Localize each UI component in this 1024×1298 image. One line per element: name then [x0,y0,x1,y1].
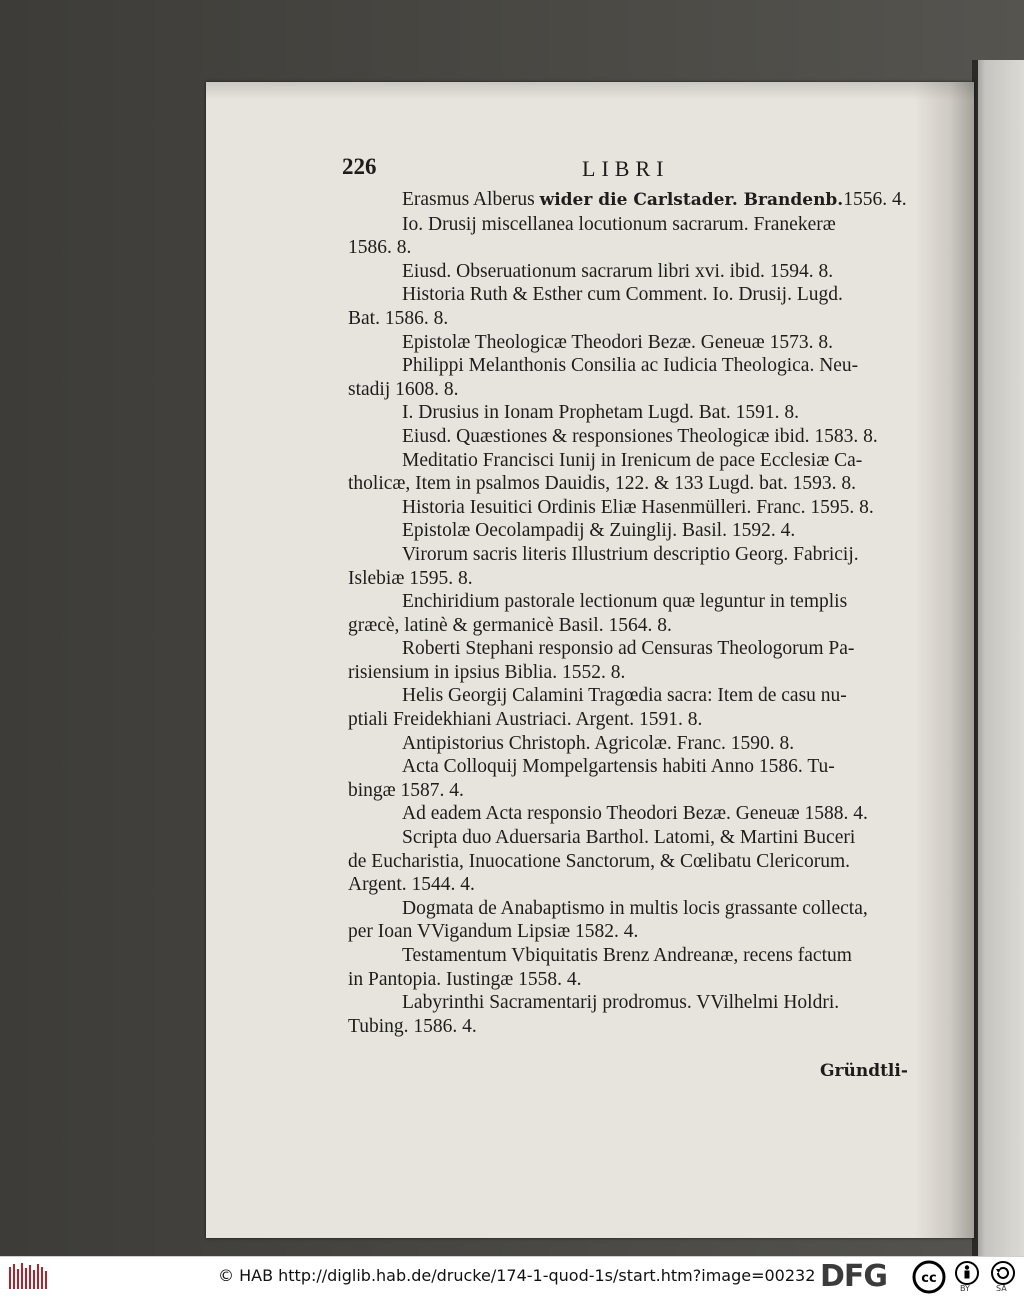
list-item [348,331,908,355]
entry-line: Roberti Stephani responsio ad Censuras Theologorum Pa- [402,638,855,660]
page-number: 226 [342,154,377,179]
list-item [348,449,908,496]
entry-line: per Ioan VVigandum Lipsiæ 1582. 4. [348,921,639,943]
entry-line: risiensium in ipsius Biblia. 1552. 8. [348,661,626,683]
entry-line: Scripta duo Aduersaria Barthol. Latomi, & Martini Buceri [402,827,856,849]
list-item [348,637,908,684]
bibliography-list [348,188,908,1038]
list-item [348,283,908,330]
list-item [348,944,908,991]
entry-line: Antipistorius Christoph. Agricolæ. Franc. 1590. 8. [402,732,795,754]
entry-line: 1586. 8. [348,237,412,259]
svg-text:cc: cc [921,1271,937,1286]
entry-line: Historia Iesuitici Ordinis Eliæ Hasenmülleri. Franc. 1595. 8. [402,496,874,518]
entry-line: Philippi Melanthonis Consilia ac Iudicia Theologica. Neu- [402,355,859,377]
list-item [348,354,908,401]
entry-line: tholicæ, Item in psalmos Dauidis, 122. & 133 Lugd. bat. 1593. 8. [348,473,857,495]
entry-line: Testamentum Vbiquitatis Brenz Andreanæ, recens factum [402,945,852,966]
entry-line: Virorum sacris literis Illustrium descriptio Georg. Fabricij. [402,543,859,565]
entry-line: de Eucharistia, Inuocatione Sanctorum, & Cœlibatu Clericorum. [348,850,850,872]
entry-line: Ad eadem Acta responsio Theodori Bezæ. Geneuæ 1588. 4. [402,803,868,825]
entry-line: Io. Drusij miscellanea locutionum sacrarum. Franekeræ [402,213,836,235]
list-item [348,519,908,543]
running-head: LIBRI [582,156,670,181]
page-header [342,154,902,184]
entry-line: I. Drusius in Ionam Prophetam Lugd. Bat. 1591. 8. [402,402,799,424]
entry-line: Islebiæ 1595. 8. [348,567,473,589]
entry-line: Tubing. 1586. 4. [348,1015,477,1037]
entry-line: Bat. 1586. 8. [348,307,449,329]
list-item [348,590,908,637]
catchword: Gründtli- [820,1061,908,1081]
list-item [348,543,908,590]
entry-line: Meditatio Francisci Iunij in Irenicum de pace Ecclesiæ Ca- [402,449,863,471]
list-item [348,991,908,1038]
list-item [348,802,908,826]
entry-line: bingæ 1587. 4. [348,779,464,801]
entry-line: Epistolæ Theologicæ Theodori Bezæ. Geneuæ 1573. 8. [402,331,833,353]
entry-line: Dogmata de Anabaptismo in multis locis grassante collecta, [402,897,868,919]
list-item [348,260,908,284]
entry-line: Acta Colloquij Mompelgartensis habiti Anno 1586. Tu- [402,756,835,778]
facing-page-edge [972,60,1024,1256]
entry-line: Epistolæ Oecolampadij & Zuinglij. Basil. 1592. 4. [402,520,796,542]
entry-line: stadij 1608. 8. [348,378,459,400]
entry-line: Enchiridium pastorale lectionum quæ leguntur in templis [402,591,848,613]
citation-link[interactable]: © HAB http://diglib.hab.de/drucke/174-1-quod-1s/start.htm?image=00232 [218,1266,816,1285]
license-label-sa: SA [996,1284,1007,1293]
list-item [348,826,908,897]
dfg-logo: DFG [820,1259,888,1294]
list-item [348,188,908,213]
entry-line: græcè, latinè & germanicè Basil. 1564. 8. [348,614,672,636]
viewer-footer [0,1256,1024,1298]
entry-line: Labyrinthi Sacramentarij prodromus. VVilhelmi Holdri. [402,992,840,1014]
list-item [348,425,908,449]
list-item [348,755,908,802]
entry-line: Argent. 1544. 4. [348,874,475,896]
list-item [348,897,908,944]
list-item [348,213,908,260]
entry-line: Eiusd. Quæstiones & responsiones Theologicæ ibid. 1583. 8. [402,425,878,447]
entry-line: Erasmus Alberus wider die Carlstader. Brandenb.1556. 4. [402,189,907,210]
list-item [348,401,908,425]
entry-line: Historia Ruth & Esther cum Comment. Io. Drusij. Lugd. [402,284,843,306]
license-label-by: BY [960,1284,970,1293]
entry-line: Helis Georgij Calamini Tragœdia sacra: Item de casu nu- [402,685,847,707]
list-item [348,496,908,520]
entry-line: ptiali Freidekhiani Austriaci. Argent. 1591. 8. [348,709,703,731]
library-logo-icon [8,1261,48,1293]
entry-line: in Pantopia. Iustingæ 1558. 4. [348,968,582,990]
list-item [348,684,908,731]
entry-line: Eiusd. Obseruationum sacrarum libri xvi. ibid. 1594. 8. [402,260,834,282]
cc-icon [912,1260,946,1294]
list-item [348,732,908,756]
